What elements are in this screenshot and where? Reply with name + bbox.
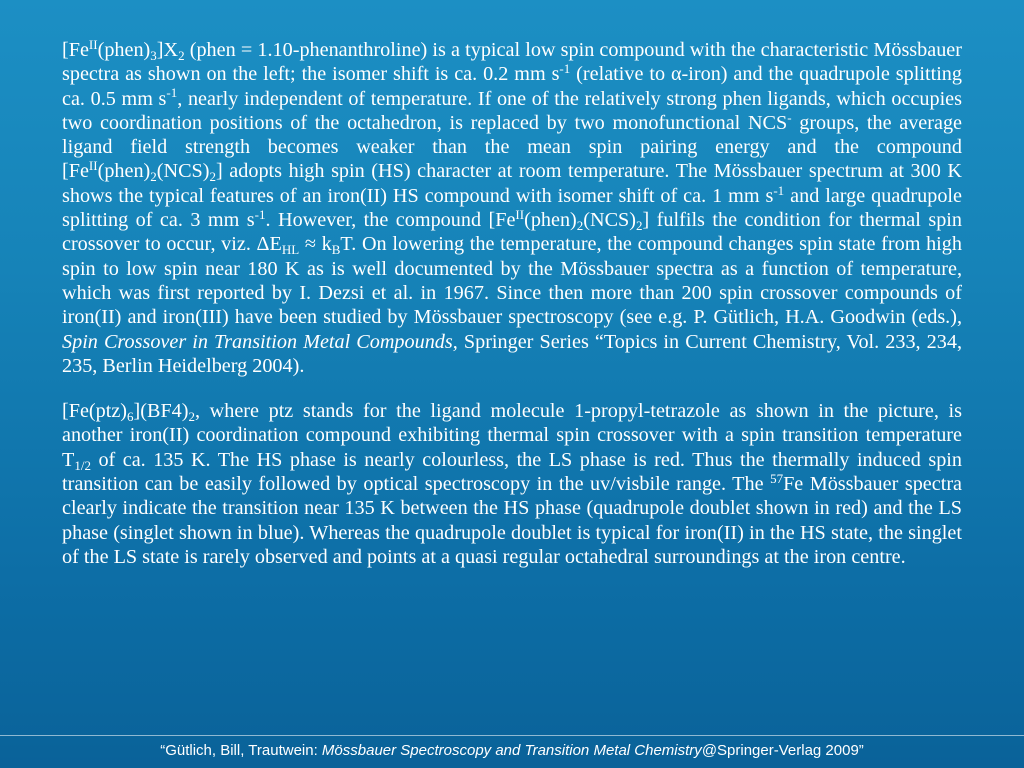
slide-body — [62, 38, 962, 569]
paragraph-fe-phen: $[Fe^{II}(phen)_3]X_2$ (phen = 1.10-phenanthroline) is a typical low spin compound with the characteristic Mössbauer spectra as shown on the left; the isomer shift is ca. 0.2 mm $s^{-1}$ (relative to α-iron) and the quadrupole splitting ca. 0.5 mm $s^{-1}$, nearly independent of temperature. If one of the relatively strong phen ligands, which occupies two coordination positions of the octahedron, is replaced by two monofunctional NCS- groups, the average ligand field strength becomes weaker than the mean spin pairing energy and the compound $[Fe^{II}(phen)_2(NCS)_2]$ adopts high spin (HS) character at room temperature. The Mössbauer spectrum at 300 K shows the typical features of an iron(II) HS compound with isomer shift of ca. 1 mm $s^{-1}$ and large quadrupole splitting of ca. 3 mm $s^{-1}$. However, the compound $[Fe^{II}(phen)_2(NCS)_2]$ fulfils the condition for thermal spin crossover to occur, viz. $\Delta E_{HL} \approx k_BT$. On lowering the temperature, the compound changes spin state from high spin to low spin near 180 K as is well documented by the Mössbauer spectra as a function of temperature, which was first reported by I. Dezsi et al. in 1967. Since then more than 200 spin crossover compounds of iron(II) and iron(III) have been studied by Mössbauer spectroscopy (see e.g. P. Gütlich, H.A. Goodwin (eds.), Spin Crossover in Transition Metal Compounds, Springer Series “Topics in Current Chemistry, Vol. 233, 234, 235, Berlin Heidelberg 2004). — [62, 36, 962, 377]
footer-divider — [0, 735, 1024, 736]
footer-prefix: “Gütlich, Bill, Trautwein: — [160, 742, 322, 759]
footer-book-title: Mössbauer Spectroscopy and Transition Metal Chemistry — [321, 742, 702, 759]
footer-suffix: @Springer-Verlag 2009” — [701, 742, 864, 759]
paragraph-fe-ptz: $[Fe(ptz)_6](BF4)_2$, where ptz stands for the ligand molecule 1-propyl-tetrazole as shown in the picture, is another iron(II) coordination compound exhibiting thermal spin crossover with a spin transition temperature $T_{1/2}$ of ca. 135 K. The HS phase is nearly colourless, the LS phase is red. Thus the thermally induced spin transition can be easily followed by optical spectroscopy in the uv/visbile range. The $^{57}$Fe Mössbauer spectra clearly indicate the transition near 135 K between the HS phase (quadrupole doublet shown in red) and the LS phase (singlet shown in blue). Whereas the quadrupole doublet is typical for iron(II) in the HS state, the singlet of the LS state is rarely observed and points at a quasi regular octahedral surroundings at the iron centre. — [62, 400, 962, 568]
footer-citation — [0, 742, 1024, 760]
